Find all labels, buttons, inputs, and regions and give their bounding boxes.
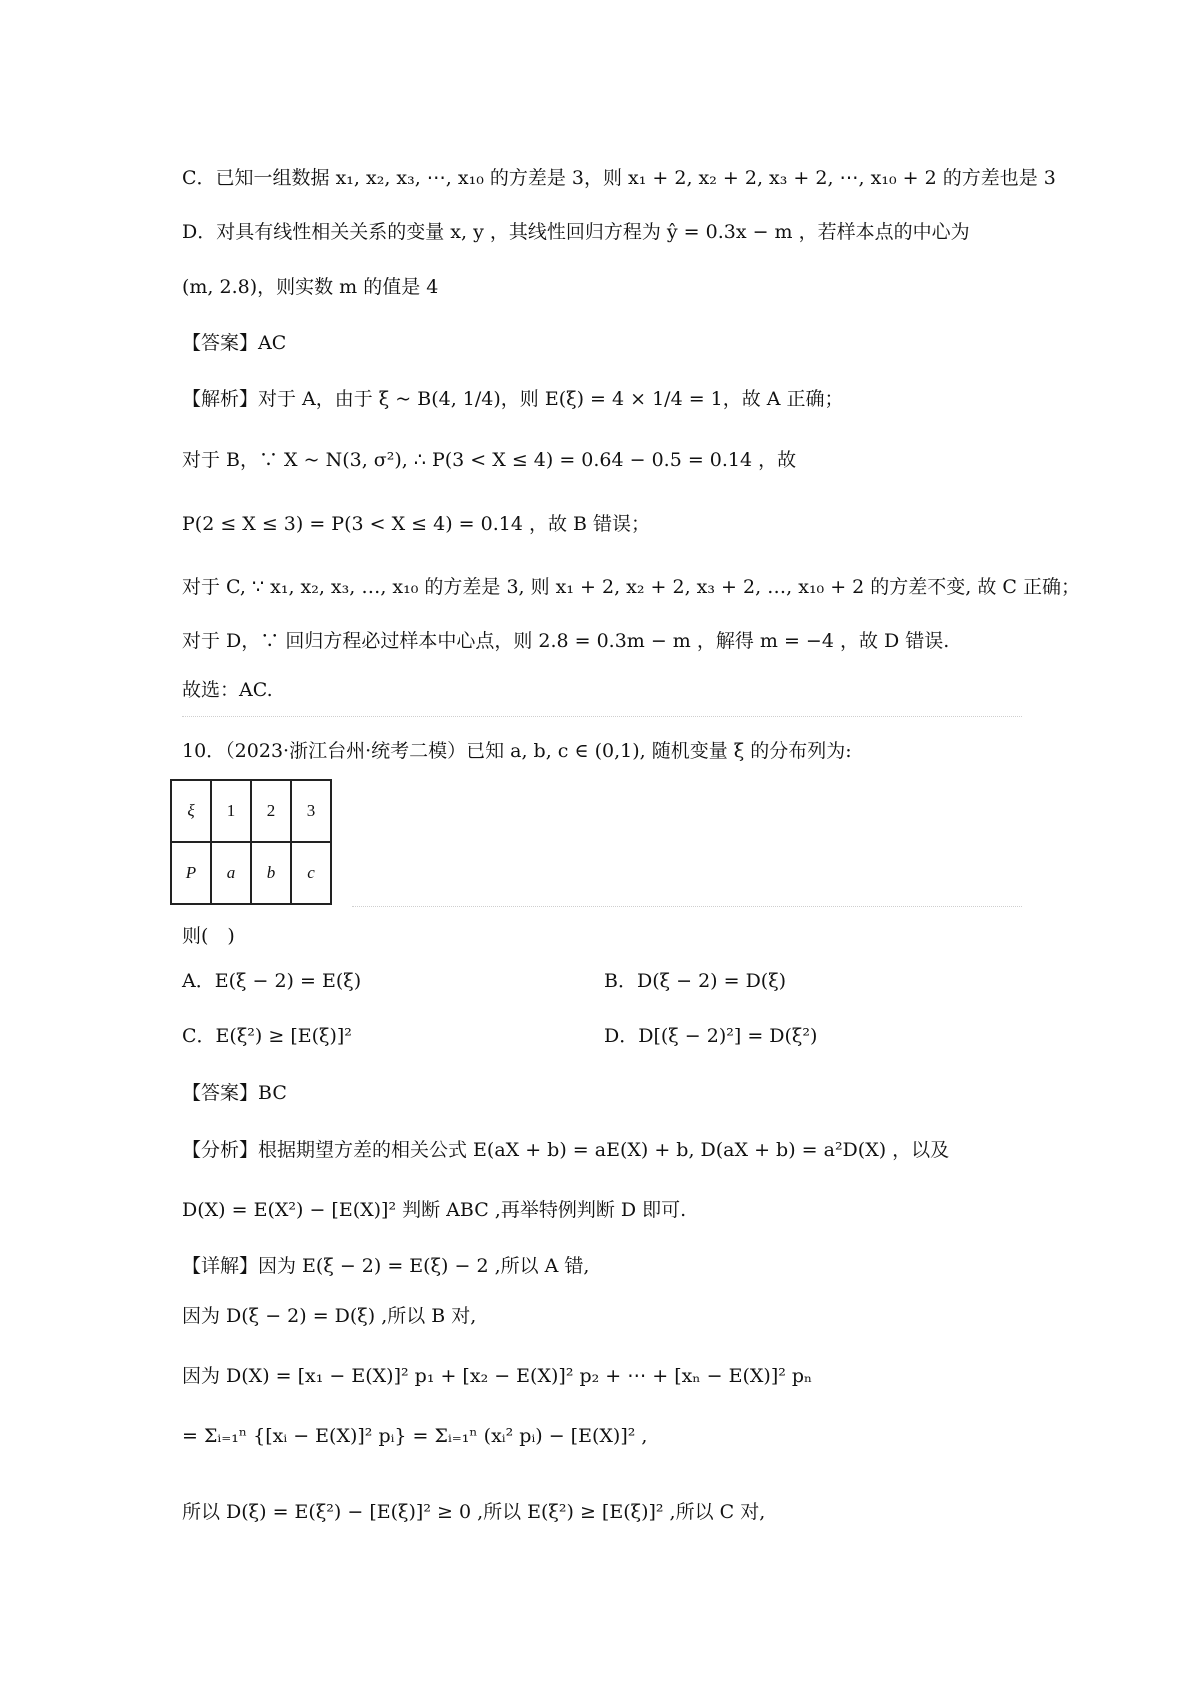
- detail-line2: 因为 D(ξ − 2) = D(ξ) ,所以 B 对,: [182, 1305, 477, 1327]
- detail-line1: 【详解】因为 E(ξ − 2) = E(ξ) − 2 ,所以 A 错,: [182, 1255, 590, 1277]
- answer-label-2: 【答案】BC: [182, 1082, 287, 1104]
- table-cell: 1: [211, 780, 251, 842]
- distribution-table: [170, 779, 332, 905]
- conclusion-1: 故选：AC.: [182, 679, 273, 701]
- section-divider: [182, 716, 1022, 717]
- option-b: B．D(ξ − 2) = D(ξ): [604, 970, 787, 992]
- option-d-statement-line2: (m, 2.8)，则实数 m 的值是 4: [182, 276, 439, 298]
- option-a: A．E(ξ − 2) = E(ξ): [182, 970, 362, 992]
- analysis-2-line2: D(X) = E(X²) − [E(X)]² 判断 ABC ,再举特例判断 D 即可.: [182, 1199, 687, 1221]
- detail-line4: = Σᵢ₌₁ⁿ {[xᵢ − E(X)]² pᵢ} = Σᵢ₌₁ⁿ (xᵢ² pᵢ) − [E(X)]² ,: [182, 1425, 648, 1447]
- analysis-2-line1: 【分析】根据期望方差的相关公式 E(aX + b) = aE(X) + b, D(aX + b) = a²D(X) ，以及: [182, 1139, 950, 1161]
- detail-line5: 所以 D(ξ) = E(ξ²) − [E(ξ)]² ≥ 0 ,所以 E(ξ²) ≥ [E(ξ)]² ,所以 C 对,: [182, 1501, 766, 1523]
- table-row: [171, 842, 331, 904]
- table-cell: b: [251, 842, 291, 904]
- question-10-prompt: 则( ): [182, 925, 235, 947]
- option-c: C．E(ξ²) ≥ [E(ξ)]²: [182, 1025, 352, 1047]
- option-d-statement-line1: D．对具有线性相关关系的变量 x, y ，其线性回归方程为 ŷ = 0.3x − m ，若样本点的中心为: [182, 221, 970, 243]
- table-cell: P: [171, 842, 211, 904]
- table-cell: a: [211, 842, 251, 904]
- table-cell: 2: [251, 780, 291, 842]
- analysis-option-a: 【解析】对于 A，由于 ξ ~ B(4, 1/4)，则 E(ξ) = 4 × 1/4 = 1，故 A 正确；: [182, 388, 844, 410]
- analysis-option-d: 对于 D，∵ 回归方程必过样本中心点，则 2.8 = 0.3m − m ，解得 m = −4 ，故 D 错误.: [182, 630, 950, 652]
- table-cell: 3: [291, 780, 331, 842]
- option-d: D．D[(ξ − 2)²] = D(ξ²): [604, 1025, 818, 1047]
- detail-line3: 因为 D(X) = [x₁ − E(X)]² p₁ + [x₂ − E(X)]² p₂ + ⋯ + [xₙ − E(X)]² pₙ: [182, 1365, 813, 1387]
- table-cell: c: [291, 842, 331, 904]
- section-divider: [352, 906, 1022, 907]
- analysis-option-b-line1: 对于 B，∵ X ~ N(3, σ²), ∴ P(3 < X ≤ 4) = 0.64 − 0.5 = 0.14 ，故: [182, 449, 797, 471]
- analysis-option-c: 对于 C, ∵ x₁, x₂, x₃, …, x₁₀ 的方差是 3, 则 x₁ + 2, x₂ + 2, x₃ + 2, …, x₁₀ + 2 的方差不变, 故 C 正确；: [182, 576, 1081, 598]
- question-10-stem: 10．（2023·浙江台州·统考二模）已知 a, b, c ∈ (0,1), 随机变量 ξ 的分布列为:: [182, 740, 852, 762]
- table-cell: ξ: [171, 780, 211, 842]
- analysis-option-b-line2: P(2 ≤ X ≤ 3) = P(3 < X ≤ 4) = 0.14 ，故 B 错误；: [182, 513, 651, 535]
- table-header-row: [171, 780, 331, 842]
- answer-label-1: 【答案】AC: [182, 332, 287, 354]
- option-c-statement: C．已知一组数据 x₁, x₂, x₃, ⋯, x₁₀ 的方差是 3，则 x₁ + 2, x₂ + 2, x₃ + 2, ⋯, x₁₀ + 2 的方差也是 3: [182, 167, 1056, 189]
